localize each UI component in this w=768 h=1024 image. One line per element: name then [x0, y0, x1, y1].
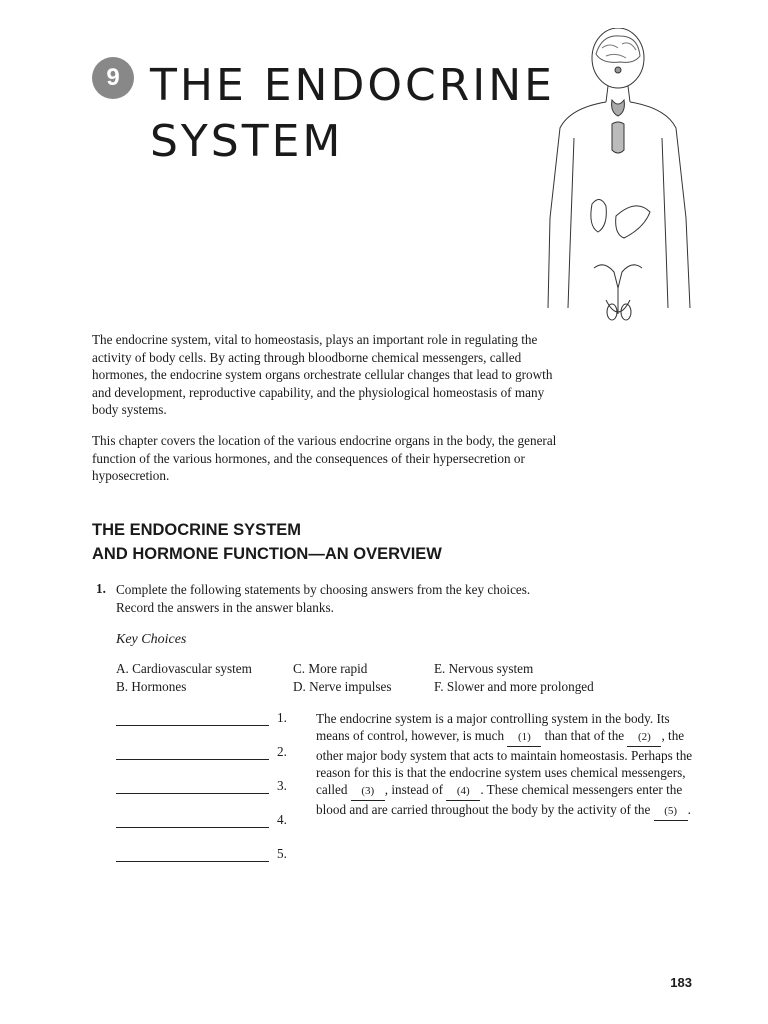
answer-blank-1[interactable]	[116, 710, 287, 726]
answer-blank-label: 3.	[277, 778, 287, 793]
inner-arm-outline	[568, 138, 668, 308]
answer-line[interactable]	[116, 847, 269, 862]
section-heading	[92, 518, 442, 566]
section-heading-line1: THE ENDOCRINE SYSTEM	[92, 521, 302, 539]
adrenal-kidney-left	[591, 199, 606, 232]
passage-blank-1: (1)	[507, 729, 541, 747]
question-number: 1.	[96, 581, 106, 596]
key-choice-e: E. Nervous system	[434, 661, 534, 676]
passage-text: , instead of	[384, 782, 444, 797]
key-choice-c: C. More rapid	[293, 661, 368, 676]
passage-text: than that of the	[544, 728, 625, 743]
passage-blank-3: (3)	[351, 783, 385, 801]
answer-blank-4[interactable]	[116, 812, 287, 828]
passage-blank-2: (2)	[627, 729, 661, 747]
passage-text: The endocrine system is a major controlling system in the body. Its means of control, however, is much	[316, 711, 670, 743]
fill-in-passage	[316, 710, 698, 821]
answer-line[interactable]	[116, 813, 269, 828]
key-choices-heading: Key Choices	[116, 632, 187, 647]
pituitary-gland	[615, 67, 621, 73]
passage-blank-4: (4)	[446, 783, 480, 801]
answer-blank-3[interactable]	[116, 778, 287, 794]
pancreas	[616, 206, 650, 238]
ovaries-uterus	[594, 265, 642, 314]
thymus-gland	[612, 122, 624, 153]
answer-line[interactable]	[116, 711, 269, 726]
answer-blank-label: 2.	[277, 744, 287, 759]
key-choice-d: D. Nerve impulses	[293, 679, 392, 694]
section-heading-line2: AND HORMONE FUNCTION—AN OVERVIEW	[92, 545, 442, 563]
chapter-title	[150, 58, 555, 170]
passage-text: , the other major body system that acts to maintain homeostasis. Perhaps the reason for this is that the endocrine system uses chemical messengers, called	[316, 728, 693, 797]
brain-outline	[596, 36, 640, 63]
answer-blank-label: 1.	[277, 710, 287, 725]
question-instructions: Complete the following statements by choosing answers from the key choices. Record the answers in the answer blanks.	[116, 582, 531, 615]
key-choice-f: F. Slower and more prolonged	[434, 679, 594, 694]
answer-blank-label: 4.	[277, 812, 287, 827]
passage-blank-5: (5)	[654, 803, 688, 821]
answer-blank-5[interactable]	[116, 846, 287, 862]
answer-blank-2[interactable]	[116, 744, 287, 760]
chapter-number-badge: 9	[92, 57, 134, 99]
endocrine-body-illustration	[540, 28, 700, 328]
intro-paragraph-2: This chapter covers the location of the various endocrine organs in the body, the general function of the various hormones, and the consequences of their hypersecretion or hyposecretion.	[92, 433, 557, 483]
chapter-title-line2: SYSTEM	[150, 116, 344, 167]
answer-line[interactable]	[116, 745, 269, 760]
chapter-title-line1: THE ENDOCRINE	[150, 60, 555, 111]
answer-line[interactable]	[116, 779, 269, 794]
thyroid-gland	[612, 100, 625, 116]
page-number: 183	[670, 975, 692, 990]
passage-text: . These chemical messengers enter the blood and are carried throughout the body by the activity of the	[316, 782, 683, 817]
brain-folds	[602, 43, 636, 58]
key-choice-b: B. Hormones	[116, 679, 187, 694]
answer-blank-label: 5.	[277, 846, 287, 861]
intro-paragraph-1: The endocrine system, vital to homeostasis, plays an important role in regulating the activity of body cells. By acting through bloodborne chemical messengers, called hormones, the endocrine system organs orchestrate cellular changes that lead to growth and development, reproductive capability, and the physiological homeostasis of many body systems.	[92, 332, 553, 417]
passage-text: .	[687, 802, 691, 817]
key-choice-a: A. Cardiovascular system	[116, 661, 252, 676]
